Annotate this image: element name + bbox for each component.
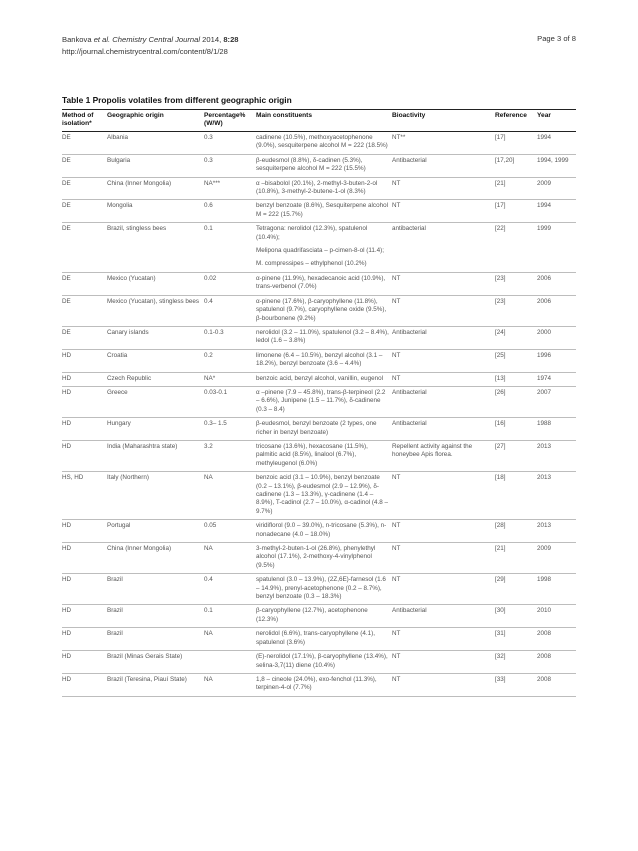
- cell-constituents: Melipona quadrifasciata – p-cimen-8-ol (11.4);: [256, 247, 384, 255]
- cell-constituents: benzoic acid (3.1 – 10.9%), benzyl benzoate (0.2 – 13.1%), β-eudesmol (2.9 – 12.9%), δ-cadinene (1.3 – 13.3%), γ-cadinene (1.4 – 8.9%), T-cadinol (2.7 – 10.0%), α-cadinol (4.8 – 9.7%): [256, 472, 392, 520]
- cell-bioactivity: NT: [392, 673, 495, 696]
- cell-reference: [24]: [495, 326, 537, 349]
- cell-percentage: 0.1: [204, 225, 213, 233]
- cell-origin: Greece: [107, 386, 204, 417]
- cell-percentage: [204, 651, 256, 674]
- cell-reference: [25]: [495, 349, 537, 372]
- cell-origin: [107, 258, 204, 272]
- cell-constituents: α –pinene (7.9 – 45.8%), trans-β-terpineol (2.2 – 6.6%), Junipene (1.5 – 11.7%), δ-cadinene (0.3 – 8.4): [256, 386, 392, 417]
- cell-year: 2010: [537, 605, 576, 628]
- cell-bioactivity: Antibacterial: [392, 605, 495, 628]
- cell-percentage: NA: [204, 673, 256, 696]
- table-row: [62, 520, 576, 543]
- cell-year: 2006: [537, 295, 576, 326]
- table-row: [62, 349, 576, 372]
- table-row: [62, 372, 576, 386]
- table-row: [62, 673, 576, 696]
- cell-bioactivity: antibacterial: [392, 225, 426, 233]
- table-row: [62, 386, 576, 417]
- table-row: [62, 543, 576, 574]
- cell-bioactivity: Antibacterial: [392, 326, 495, 349]
- cell-method: DE: [62, 132, 107, 155]
- cell-percentage: 0.3: [204, 154, 256, 177]
- cell-reference: [32]: [495, 651, 537, 674]
- cell-constituents: benzoic acid, benzyl alcohol, vanillin, eugenol: [256, 372, 392, 386]
- cell-bioactivity: Antibacterial: [392, 386, 495, 417]
- cell-year: 1998: [537, 574, 576, 605]
- table-row: [62, 132, 576, 155]
- cell-origin: Brazil (Minas Gerais State): [107, 651, 204, 674]
- col-header-origin: Geographic origin: [107, 110, 204, 132]
- cell-bioactivity: NT: [392, 543, 495, 574]
- cell-percentage: 3.2: [204, 440, 256, 471]
- cell-constituents: α –bisabolol (20.1%), 2-methyl-3-buten-2-ol (10.8%), 3-methyl-2-butene-1-ol (8.3%): [256, 177, 392, 200]
- cell-method: DE: [62, 177, 107, 200]
- cell-percentage: NA: [204, 628, 256, 651]
- cell-percentage: 0.4: [204, 295, 256, 326]
- table-row: [62, 326, 576, 349]
- cell-origin: Czech Republic: [107, 372, 204, 386]
- cell-origin: Bulgaria: [107, 154, 204, 177]
- cell-percentage: [204, 258, 256, 272]
- cell-origin: Mexico (Yucatan): [107, 272, 204, 295]
- table-row: [62, 472, 576, 520]
- cell-constituents: 3-methyl-2-buten-1-ol (26.8%), phenylethyl alcohol (17.1%), 2-methoxy-4-vinylphenol (9.5%): [256, 543, 392, 574]
- cell-constituents: nerolidol (3.2 – 11.0%), spatulenol (3.2 – 8.4%), ledol (1.6 – 3.8%): [256, 326, 392, 349]
- cell-method: [62, 258, 107, 272]
- cell-constituents: β-eudesmol (8.8%), δ-cadinen (5.3%), sesquiterpene alcohol M = 222 (15.5%): [256, 154, 392, 177]
- table-row: [62, 200, 576, 223]
- cell-reference: [22]: [495, 225, 506, 233]
- cell-year: 1999: [537, 225, 552, 233]
- cell-reference: [495, 245, 537, 258]
- table-row: [62, 154, 576, 177]
- cell-bioactivity: NT: [392, 177, 495, 200]
- cell-percentage: 0.2: [204, 349, 256, 372]
- table-row: [62, 605, 576, 628]
- cell-method: HD: [62, 605, 107, 628]
- cell-origin: China (Inner Mongolia): [107, 177, 204, 200]
- cell-constituents: cadinene (10.5%), methoxyacetophenone (9.0%), sesquiterpene alcohol M = 222 (18.5%): [256, 132, 392, 155]
- cell-year: 2000: [537, 326, 576, 349]
- cell-percentage: 0.3: [204, 132, 256, 155]
- cell-method: HD: [62, 386, 107, 417]
- table-row: [62, 245, 576, 258]
- citation-authors: Bankova: [62, 35, 92, 44]
- citation-line: [62, 34, 239, 46]
- cell-reference: [33]: [495, 673, 537, 696]
- cell-year: 2008: [537, 673, 576, 696]
- cell-origin: [107, 245, 204, 258]
- cell-year: 2006: [537, 272, 576, 295]
- cell-origin: China (Inner Mongolia): [107, 543, 204, 574]
- cell-reference: [31]: [495, 628, 537, 651]
- cell-year: 1996: [537, 349, 576, 372]
- cell-origin: Albania: [107, 132, 204, 155]
- cell-constituents: limonene (6.4 – 10.5%), benzyl alcohol (3.1 – 18.2%), benzyl benzoate (3.6 – 4.4%): [256, 349, 392, 372]
- cell-bioactivity: NT**: [392, 132, 495, 155]
- cell-percentage: NA***: [204, 177, 256, 200]
- cell-origin: Brazil: [107, 574, 204, 605]
- cell-bioactivity: Antibacterial: [392, 418, 495, 441]
- cell-constituents: Tetragona: nerolidol (12.3%), spatulenol (10.4%);: [256, 225, 368, 241]
- cell-method: HD: [62, 372, 107, 386]
- col-header-percentage: Percentage% (W/W): [204, 110, 256, 132]
- cell-method: HD: [62, 543, 107, 574]
- table-row: [62, 258, 576, 272]
- cell-constituents: tricosane (13.6%), hexacosane (11.5%), palmitic acid (8.5%), linalool (6.7%), methyleugenol (6.0%): [256, 440, 392, 471]
- table-header-row: [62, 110, 576, 132]
- cell-origin: Italy (Northern): [107, 472, 204, 520]
- cell-percentage: 0.6: [204, 200, 256, 223]
- cell-reference: [16]: [495, 418, 537, 441]
- cell-origin: Canary islands: [107, 326, 204, 349]
- cell-method: HD: [62, 651, 107, 674]
- cell-year: 1988: [537, 418, 576, 441]
- cell-constituents: benzyl benzoate (8.6%), Sesquiterpene alcohol M = 222 (15.7%): [256, 200, 392, 223]
- cell-constituents: α-pinene (11.9%), hexadecanoic acid (10.9%), trans-verbenol (7.0%): [256, 272, 392, 295]
- cell-constituents: M. compressipes – ethylphenol (10.2%): [256, 258, 392, 272]
- cell-reference: [13]: [495, 372, 537, 386]
- cell-bioactivity: NT: [392, 372, 495, 386]
- cell-year: 2013: [537, 472, 576, 520]
- page-number: Page 3 of 8: [537, 34, 576, 43]
- cell-method: DE: [62, 295, 107, 326]
- cell-bioactivity: NT: [392, 349, 495, 372]
- cell-origin: Portugal: [107, 520, 204, 543]
- cell-percentage: 0.03-0.1: [204, 386, 256, 417]
- cell-method: DE: [62, 326, 107, 349]
- cell-bioactivity: NT: [392, 295, 495, 326]
- cell-percentage: 0.02: [204, 272, 256, 295]
- cell-method: DE: [62, 225, 71, 233]
- cell-year: 2008: [537, 651, 576, 674]
- cell-year: 2013: [537, 520, 576, 543]
- col-header-bioactivity: Bioactivity: [392, 110, 495, 132]
- cell-constituents: β-eudesmol, benzyl benzoate (2 types, one richer in benzyl benzoate): [256, 418, 392, 441]
- cell-percentage: NA*: [204, 372, 256, 386]
- cell-bioactivity: [392, 258, 495, 272]
- cell-year: 2013: [537, 440, 576, 471]
- cell-bioactivity: Repellent activity against the honeybee Apis florea.: [392, 440, 495, 471]
- cell-percentage: NA: [204, 543, 256, 574]
- cell-bioactivity: NT: [392, 272, 495, 295]
- cell-origin: India (Maharashtra state): [107, 440, 204, 471]
- cell-reference: [17,20]: [495, 154, 537, 177]
- cell-method: HS, HD: [62, 472, 107, 520]
- cell-constituents: 1,8 – cineole (24.0%), exo-fenchol (11.3%), terpinen-4-ol (7.7%): [256, 673, 392, 696]
- cell-reference: [21]: [495, 177, 537, 200]
- cell-year: 1994: [537, 132, 576, 155]
- cell-year: 2008: [537, 628, 576, 651]
- cell-method: DE: [62, 272, 107, 295]
- cell-origin: Croatia: [107, 349, 204, 372]
- cell-method: DE: [62, 200, 107, 223]
- article-url[interactable]: http://journal.chemistrycentral.com/content/8/1/28: [62, 47, 228, 56]
- cell-percentage: [204, 245, 256, 258]
- cell-reference: [495, 258, 537, 272]
- citation-journal: et al. Chemistry Central Journal: [93, 35, 201, 44]
- cell-year: 2007: [537, 386, 576, 417]
- cell-percentage: 0.3– 1.5: [204, 418, 256, 441]
- table-row: [62, 272, 576, 295]
- cell-origin: Hungary: [107, 418, 204, 441]
- cell-year: 1974: [537, 372, 576, 386]
- cell-method: HD: [62, 673, 107, 696]
- cell-reference: [17]: [495, 132, 537, 155]
- cell-reference: [26]: [495, 386, 537, 417]
- cell-year: 1994: [537, 200, 576, 223]
- cell-origin: Brazil: [107, 605, 204, 628]
- citation-volume: 8:28: [223, 35, 239, 44]
- table-row: [62, 177, 576, 200]
- cell-percentage: 0.1: [204, 605, 256, 628]
- cell-bioactivity: NT: [392, 651, 495, 674]
- cell-constituents: α-pinene (17.6%), β-caryophyllene (11.8%), spatulenol (9.7%), caryophyllene oxide (9.5%), β-bourbonene (9.2%): [256, 295, 392, 326]
- cell-year: [537, 258, 576, 272]
- cell-bioactivity: [392, 245, 495, 258]
- table-row: [62, 574, 576, 605]
- cell-year: [537, 245, 576, 258]
- cell-reference: [28]: [495, 520, 537, 543]
- cell-bioactivity: NT: [392, 628, 495, 651]
- cell-reference: [30]: [495, 605, 537, 628]
- cell-origin: Mexico (Yucatan), stingless bees: [107, 295, 204, 326]
- cell-constituents: (E)-nerolidol (17.1%), β-caryophyllene (13.4%), selina-3,7(11) diene (10.4%): [256, 651, 392, 674]
- cell-method: HD: [62, 349, 107, 372]
- cell-year: 1994, 1999: [537, 154, 576, 177]
- cell-method: HD: [62, 418, 107, 441]
- cell-reference: [21]: [495, 543, 537, 574]
- cell-reference: [27]: [495, 440, 537, 471]
- cell-method: HD: [62, 520, 107, 543]
- cell-origin: Brazil, stingless bees: [107, 225, 167, 233]
- cell-origin: Brazil (Teresina, Piauí State): [107, 673, 204, 696]
- cell-method: DE: [62, 154, 107, 177]
- cell-reference: [29]: [495, 574, 537, 605]
- cell-bioactivity: NT: [392, 520, 495, 543]
- cell-constituents: spatulenol (3.0 – 13.9%), (2Z,6E)-farnesol (1.6 – 14.9%), prenyl-acetophenone (0.2 – 8.7%), benzyl benzoate (0.3 – 18.3%): [256, 574, 392, 605]
- cell-bioactivity: Antibacterial: [392, 154, 495, 177]
- col-header-constituents: Main constituents: [256, 110, 392, 132]
- cell-reference: [17]: [495, 200, 537, 223]
- table-row: [62, 223, 576, 245]
- cell-percentage: 0.05: [204, 520, 256, 543]
- cell-reference: [23]: [495, 295, 537, 326]
- table-row: [62, 628, 576, 651]
- cell-year: 2009: [537, 543, 576, 574]
- table-row: [62, 295, 576, 326]
- cell-method: HD: [62, 440, 107, 471]
- cell-constituents: nerolidol (6.6%), trans-caryophyllene (4.1), spatulenol (3.6%): [256, 628, 392, 651]
- cell-year: 2009: [537, 177, 576, 200]
- col-header-year: Year: [537, 110, 576, 132]
- col-header-reference: Reference: [495, 110, 537, 132]
- cell-origin: Mongolia: [107, 200, 204, 223]
- cell-bioactivity: NT: [392, 200, 495, 223]
- cell-percentage: NA: [204, 472, 256, 520]
- cell-method: HD: [62, 574, 107, 605]
- cell-reference: [18]: [495, 472, 537, 520]
- table-row: [62, 651, 576, 674]
- table-row: [62, 418, 576, 441]
- cell-constituents: β-caryophyllene (12.7%), acetophenone (12.3%): [256, 605, 392, 628]
- cell-method: HD: [62, 628, 107, 651]
- propolis-volatiles-table: [62, 109, 576, 697]
- citation-year: 2014,: [202, 35, 222, 44]
- cell-constituents: viridiflorol (9.0 – 39.0%), n-tricosane (5.3%), n-nonadecane (4.0 – 18.0%): [256, 520, 392, 543]
- cell-percentage: 0.1-0.3: [204, 326, 256, 349]
- table-row: [62, 440, 576, 471]
- cell-origin: Brazil: [107, 628, 204, 651]
- cell-bioactivity: NT: [392, 472, 495, 520]
- cell-bioactivity: NT: [392, 574, 495, 605]
- col-header-method: Method of isolation*: [62, 110, 107, 132]
- running-header: [62, 34, 239, 58]
- table-title: Table 1 Propolis volatiles from different geographic origin: [62, 95, 292, 105]
- cell-method: [62, 245, 107, 258]
- cell-percentage: 0.4: [204, 574, 256, 605]
- cell-reference: [23]: [495, 272, 537, 295]
